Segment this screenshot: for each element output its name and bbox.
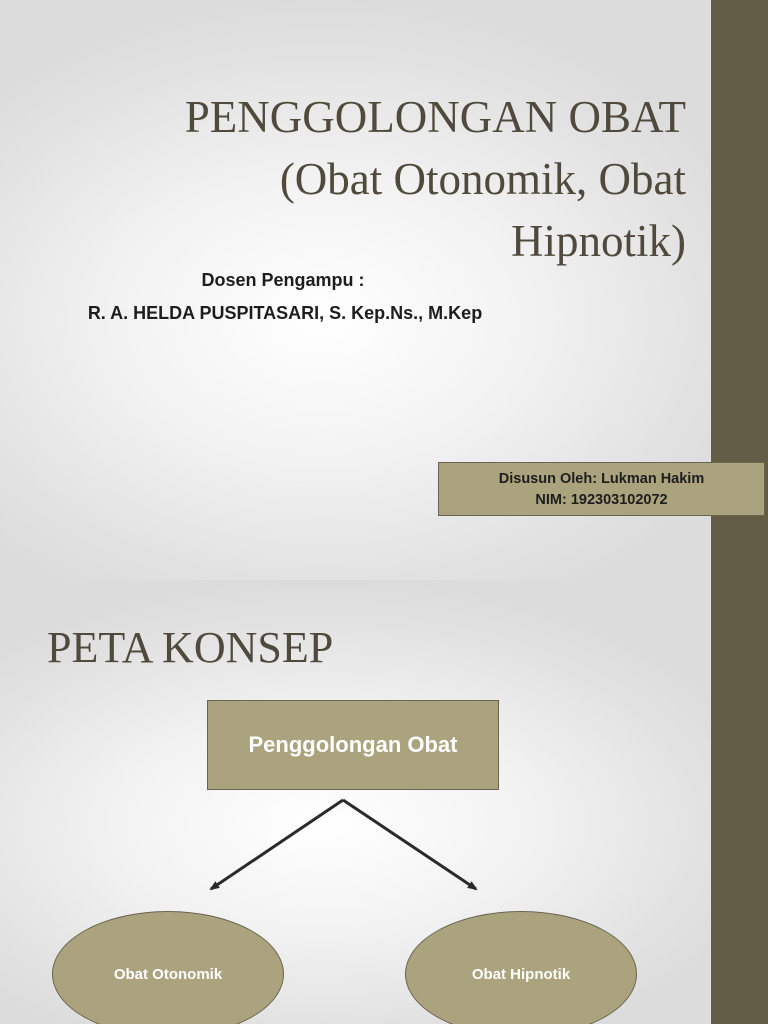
lecturer-name: R. A. HELDA PUSPITASARI, S. Kep.Ns., M.Kep — [87, 303, 483, 323]
slide-title — [126, 86, 686, 272]
lecturer-label: Dosen Pengampu : — [201, 270, 365, 290]
nim-line: NIM: 192303102072 — [535, 492, 668, 508]
title-line-2: (Obat Otonomik, Obat — [279, 154, 686, 204]
author-box — [438, 462, 765, 516]
author-line: Disusun Oleh: Lukman Hakim — [498, 471, 705, 487]
child-node-label: Obat Otonomik — [113, 965, 223, 983]
arrow-to-otonomik — [211, 800, 343, 889]
arrow-to-hipnotik — [343, 800, 476, 889]
concept-map-slide — [0, 580, 768, 1024]
root-node — [207, 700, 499, 790]
child-node-label: Obat Hipnotik — [471, 965, 571, 983]
root-node-label: Penggolongan Obat — [248, 732, 458, 757]
concept-map-title: PETA KONSEP — [47, 623, 334, 672]
title-line-1: PENGGOLONGAN OBAT — [184, 92, 686, 142]
title-line-3: Hipnotik) — [511, 216, 686, 266]
